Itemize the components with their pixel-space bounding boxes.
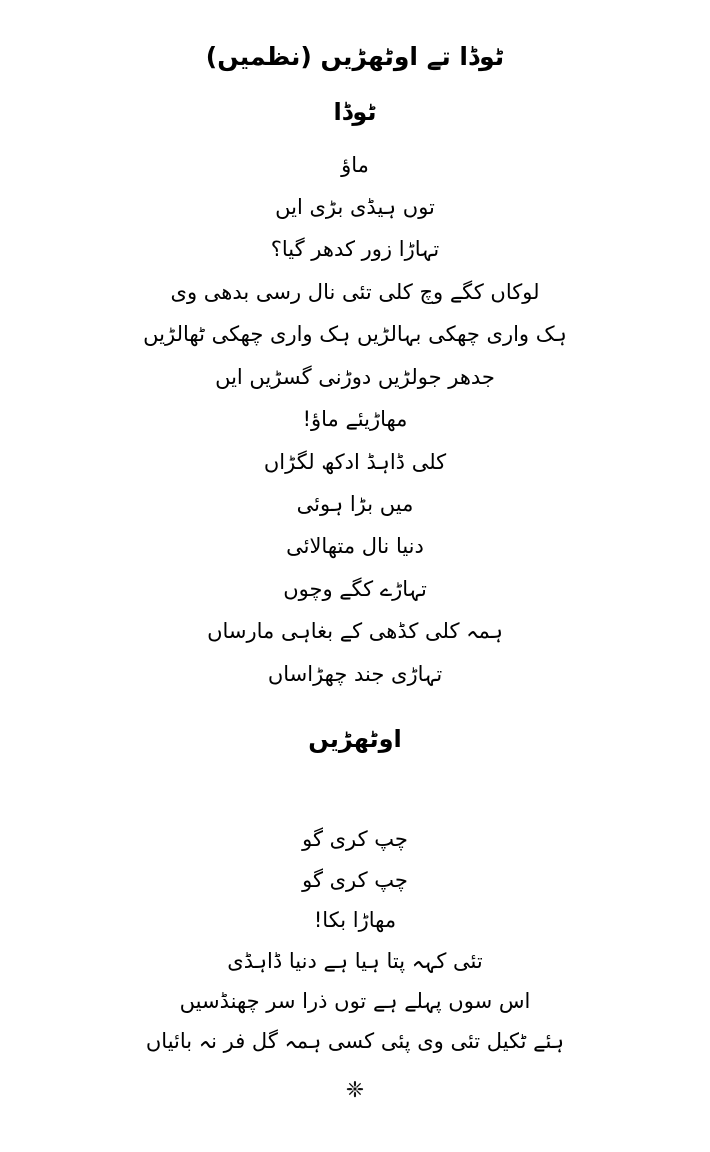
verse-line: تہاڑی جند چھڑاساں <box>267 661 443 686</box>
verse-line: کلی ڈاہڈ ادکھ لگڑاں <box>263 449 447 474</box>
verse-line: میں بڑا ہوئی <box>296 492 414 516</box>
verse-line: چپ کری گو <box>302 827 408 852</box>
verse-block-othrein <box>40 819 670 1062</box>
verse-line: مھاڑیئے ماؤ! <box>302 407 408 432</box>
ornament-icon: ❈ <box>345 1077 365 1103</box>
verse-line: چپ کری گو <box>302 867 408 892</box>
section-heading-toda: ٹوڈا <box>333 97 377 126</box>
verse-line: مھاڑا بکا! <box>313 908 397 933</box>
verse-line: دنیا نال متھالائی <box>286 534 424 559</box>
verse-line: اس سوں پہلے ہے توں ذرا سر چھنڈسیں <box>179 988 531 1013</box>
verse-line: جدھر جولڑیں دوڑنی گسڑیں ایں <box>215 364 495 389</box>
page-title: ٹوڈا تے اوٹھڑیں (نظمیں) <box>205 42 505 71</box>
verse-line: ہئے ٹکیل تئی وی پئی کسی ہمہ گل فر نہ بائیاں <box>145 1029 565 1054</box>
verse-line: ماؤ <box>341 152 369 177</box>
verse-line: توں ہیڈی بڑی ایں <box>275 194 435 219</box>
verse-line: تہاڑا زور کدھر گیا؟ <box>270 237 440 262</box>
section-heading-othrein: اوٹھڑیں <box>308 725 402 754</box>
verse-line: ہک واری چھکی بہالڑیں ہک واری چھکی ٹھالڑیں <box>143 322 567 347</box>
verse-line: لوکاں کگے وچ کلی تئی نال رسی بدھی وی <box>170 279 540 304</box>
verse-block-toda <box>40 144 670 696</box>
verse-line: تہاڑے کگے وچوں <box>283 576 427 601</box>
verse-line: ہمہ کلی کڈھی کے بغاہی مارساں <box>207 619 503 644</box>
verse-line: تئی کہہ پتا ہیا ہے دنیا ڈاہڈی <box>227 948 483 973</box>
